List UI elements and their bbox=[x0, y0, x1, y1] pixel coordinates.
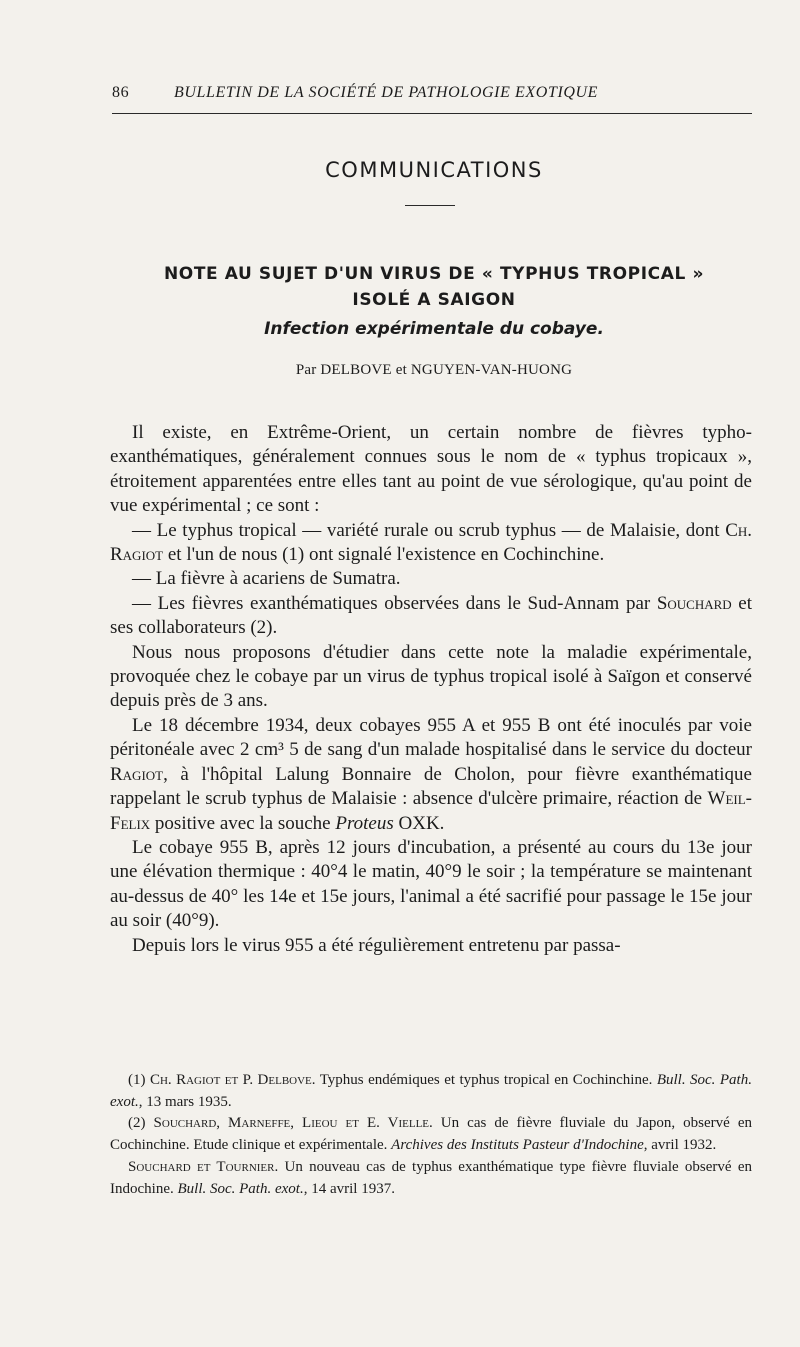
article-title-line-1: NOTE AU SUJET D'UN VIRUS DE « TYPHUS TROPICAL » bbox=[163, 264, 705, 284]
paragraph-inoculation: Le 18 décembre 1934, deux cobayes 955 A et 955 B ont été inoculés par voie péritonéale avec 2 cm³ 5 de sang d'un malade hospitalisé dans le service du docteur Ragiot, à l'hôpital Lalung Bonnaire de Cholon, pour fièvre exanthématique rappelant le scrub typhus de Malaisie : absence d'ulcère primaire, réaction de Weil-Felix positive avec la souche Proteus OXK. bbox=[110, 714, 752, 834]
paragraph-sumatra: — La fièvre à acariens de Sumatra. bbox=[132, 568, 401, 590]
footnote-2: (2) Souchard, Marneffe, Lieou et E. Vielle. Un cas de fièvre fluviale du Japon, observé en Cochinchine. Etude clinique et expérimentale. Archives des Instituts Pasteur d'Indochine, avril 1932. bbox=[110, 1115, 753, 1154]
footnote-1: (1) Ch. Ragiot et P. Delbove. Typhus endémiques et typhus tropical en Cochinchine. Bull. Soc. Path. exot., 13 mars 1935. bbox=[110, 1072, 752, 1110]
paragraph-intro: Il existe, en Extrême-Orient, un certain nombre de fièvres typho-exanthématiques, généralement connues sous le nom de « typhus tropicaux », étroitement apparentées entre elles tant au point de vue sérologique, qu'au point de vue expérimental ; ce sont : bbox=[110, 422, 752, 517]
paragraph-passages: Depuis lors le virus 955 a été régulièrement entretenu par passa- bbox=[132, 934, 621, 956]
cited-author: Ch. Ragiot bbox=[110, 519, 752, 566]
journal-title: BULLETIN DE LA SOCIÉTÉ DE PATHOLOGIE EXOTIQUE bbox=[174, 84, 599, 101]
section-rule bbox=[405, 205, 455, 206]
footnote-3: Souchard et Tournier. Un nouveau cas de typhus exanthématique type fièvre fluviale observé en Indochine. Bull. Soc. Path. exot., 14 avril 1937. bbox=[110, 1158, 752, 1197]
section-heading: COMMUNICATIONS bbox=[325, 158, 543, 182]
paragraph-purpose: Nous nous proposons d'étudier dans cette note la maladie expérimentale, provoquée chez le cobaye par un virus de typhus tropical isolé à Saïgon et conservé depuis près de 3 ans. bbox=[110, 641, 752, 712]
cited-author: Souchard bbox=[656, 592, 732, 614]
article-body bbox=[110, 421, 752, 958]
article-subtitle: Infection expérimentale du cobaye. bbox=[264, 319, 604, 339]
page-number: 86 bbox=[112, 84, 130, 101]
strain-name: Proteus bbox=[335, 812, 394, 834]
article-byline: Par DELBOVE et NGUYEN-VAN-HUONG bbox=[295, 362, 573, 378]
cited-author: Ragiot bbox=[110, 763, 164, 785]
header-rule bbox=[112, 113, 752, 114]
paragraph-scrub-typhus: — Le typhus tropical — variété rurale ou scrub typhus — de Malaisie, dont Ch. Ragiot et l'un de nous (1) ont signalé l'existence en Cochinchine. bbox=[110, 519, 752, 566]
footnotes bbox=[110, 1070, 752, 1200]
reaction-name: Weil-Felix bbox=[110, 788, 752, 834]
paragraph-incubation: Le cobaye 955 B, après 12 jours d'incubation, a présenté au cours du 13e jour une élévation thermique : 40°4 le matin, 40°9 le soir ; la température se maintenant au-dessus de 40° les 14e et 15e jours, l'animal a été sacrifié pour passage le 15e jour au soir (40°9). bbox=[110, 836, 752, 932]
article-title-line-2: ISOLÉ A SAIGON bbox=[352, 290, 516, 310]
paragraph-sud-annam: — Les fièvres exanthématiques observées dans le Sud-Annam par Souchard et ses collaborateurs (2). bbox=[110, 592, 752, 639]
